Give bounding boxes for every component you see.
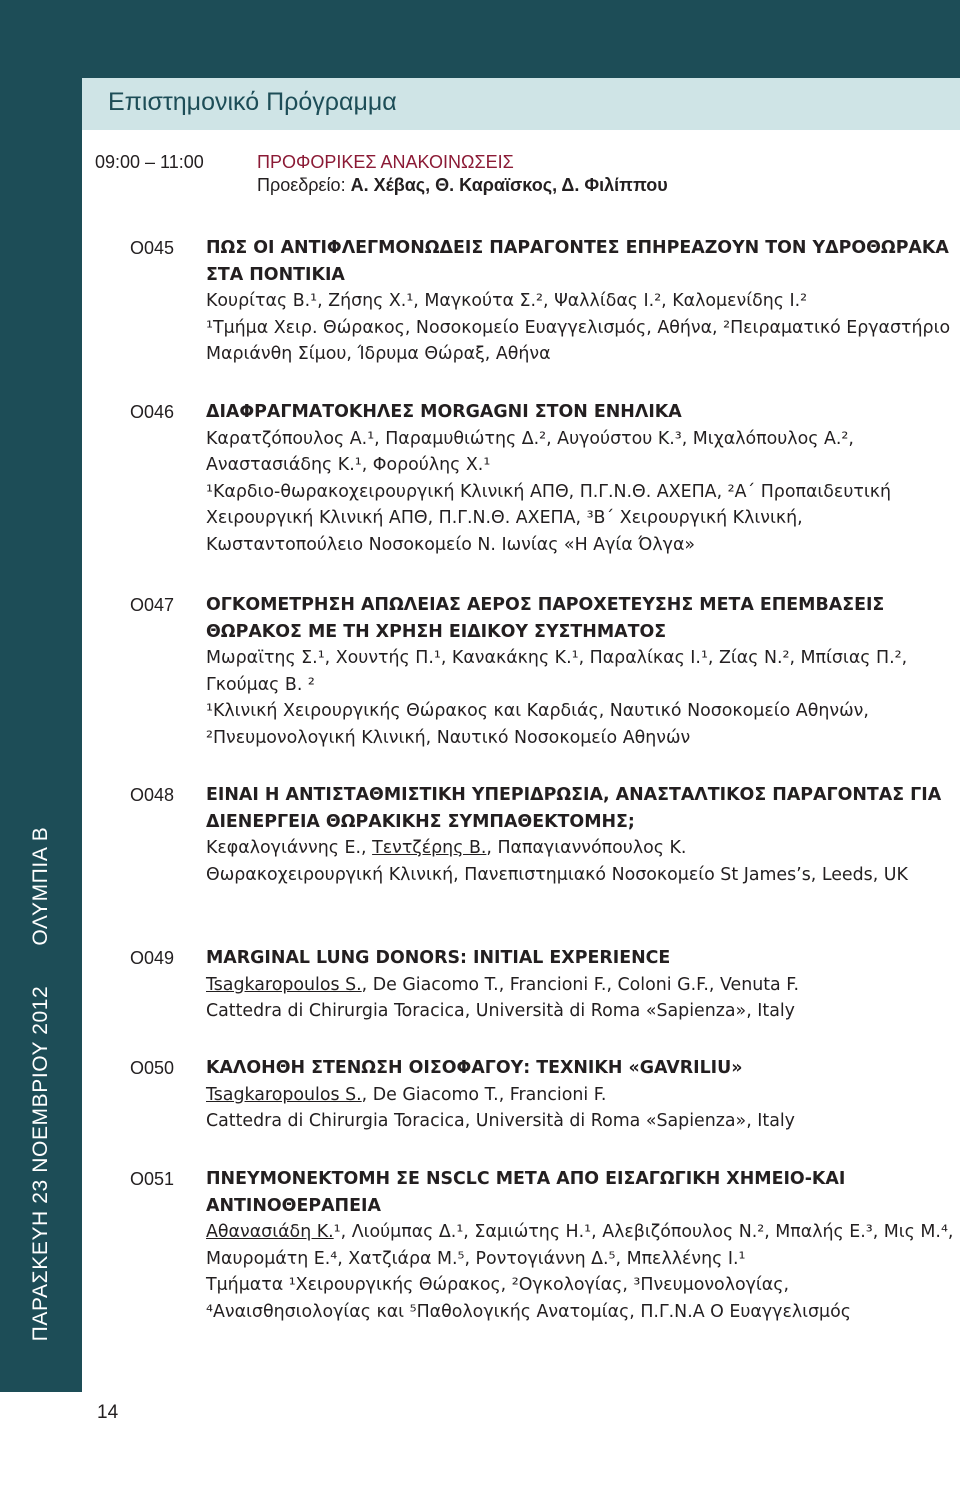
- abstract-item: [130, 592, 956, 751]
- abstract-authors: [206, 1219, 956, 1272]
- abstract-affiliation: Cattedra di Chirurgia Toracica, Università di Roma «Sapienza», Italy: [206, 1111, 795, 1131]
- abstract-code: Ο051: [130, 1169, 175, 1189]
- abstract-title: ΠΩΣ ΟΙ ΑΝΤΙΦΛΕΓΜΟΝΩΔΕΙΣ ΠΑΡΑΓΟΝΤΕΣ ΕΠΗΡΕΑΖΟΥΝ ΤΟΝ ΥΔΡΟΘΩΡΑΚΑ ΣΤΑ ΠΟΝΤΙΚΙΑ: [206, 238, 949, 285]
- abstract-item: [130, 1055, 956, 1135]
- top-bar: [0, 0, 960, 78]
- sidebar-vertical-label: [21, 754, 61, 1374]
- page-number: 14: [97, 1402, 119, 1423]
- session-header: [95, 150, 514, 175]
- abstract-item: [130, 945, 956, 1025]
- author-text: Κεφαλογιάννης Ε.,: [206, 838, 373, 858]
- abstract-title: MARGINAL LUNG DONORS: INITIAL EXPERIENCE: [206, 948, 671, 968]
- chairs-label: Προεδρείο:: [257, 175, 346, 195]
- abstract-authors: [206, 1082, 956, 1109]
- author-text: ¹, Λιούμπας Δ.¹, Σαμιώτης Η.¹, Αλεβιζόπουλος Ν.², Μπαλής Ε.³, Μις Μ.⁴, Μαυρομάτη Ε.⁴, Χατζιάρα Μ.⁵, Ροντογιάννη Δ.⁵, Μπελλένης Ι.¹: [206, 1222, 954, 1269]
- abstract-affiliation: ¹Κλινική Χειρουργικής Θώρακος και Καρδιάς, Ναυτικό Νοσοκομείο Αθηνών, ²Πνευμονολογική Κλινική, Ναυτικό Νοσοκομείο Αθηνών: [206, 701, 869, 748]
- presenting-author: Tsagkaropoulos S.: [206, 1084, 362, 1105]
- abstract-title: ΔΙΑΦΡΑΓΜΑΤΟΚΗΛΕΣ MORGAGNI ΣΤΟΝ ΕΝΗΛΙΚΑ: [206, 402, 682, 422]
- abstract-title: ΚΑΛΟΗΘΗ ΣΤΕΝΩΣΗ ΟΙΣΟΦΑΓΟΥ: ΤΕΧΝΙΚΗ «GAVRILIU»: [206, 1058, 743, 1078]
- abstract-title: ΠΝΕΥΜΟΝΕΚΤΟΜΗ ΣΕ NSCLC ΜΕΤΑ ΑΠΟ ΕΙΣΑΓΩΓΙΚΗ ΧΗΜΕΙΟ-ΚΑΙ ΑΝΤΙΝΟΘΕΡΑΠΕΙΑ: [206, 1169, 846, 1216]
- abstract-item: [130, 1166, 956, 1325]
- abstract-code: Ο049: [130, 948, 175, 968]
- page-title: Επιστημονικό Πρόγραμμα: [108, 88, 397, 116]
- abstract-affiliation: ¹Καρδιο-θωρακοχειρουργική Κλινική ΑΠΘ, Π.Γ.Ν.Θ. ΑΧΕΠΑ, ²Α΄ Προπαιδευτική Χειρουργική Κλινική ΑΠΘ, Π.Γ.Ν.Θ. ΑΧΕΠΑ, ³Β΄ Χειρουργική Κλινική, Κωσταντοπούλειο Νοσοκομείο Ν. Ιωνίας «Η Αγία Όλγα»: [206, 481, 892, 555]
- abstract-title: ΟΓΚΟΜΕΤΡΗΣΗ ΑΠΩΛΕΙΑΣ ΑΕΡΟΣ ΠΑΡΟΧΕΤΕΥΣΗΣ ΜΕΤΑ ΕΠΕΜΒΑΣΕΙΣ ΘΩΡΑΚΟΣ ΜΕ ΤΗ ΧΡΗΣΗ ΕΙΔΙΚΟΥ ΣΥΣΤΗΜΑΤΟΣ: [206, 595, 885, 642]
- abstract-affiliation: ¹Τμήμα Χειρ. Θώρακος, Νοσοκομείο Ευαγγελισμός, Αθήνα, ²Πειραματικό Εργαστήριο Μαριάνθη Σίμου, Ίδρυμα Θώραξ, Αθήνα: [206, 317, 951, 364]
- abstract-title: ΕΙΝΑΙ Η ΑΝΤΙΣΤΑΘΜΙΣΤΙΚΗ ΥΠΕΡΙΔΡΩΣΙΑ, ΑΝΑΣΤΑΛΤΙΚΟΣ ΠΑΡΑΓΟΝΤΑΣ ΓΙΑ ΔΙΕΝΕΡΓΕΙΑ ΘΩΡΑΚΙΚΗΣ ΣΥΜΠΑΘΕΚΤΟΜΗΣ;: [206, 785, 942, 832]
- abstract-authors: [206, 972, 956, 999]
- abstract-affiliation: Τμήματα ¹Χειρουργικής Θώρακος, ²Ογκολογίας, ³Πνευμονολογίας, ⁴Αναισθησιολογίας και ⁵Παθολογικής Ανατομίας, Π.Γ.Ν.Α Ο Ευαγγελισμός: [206, 1275, 851, 1322]
- abstract-code: Ο047: [130, 595, 175, 615]
- abstract-code: Ο048: [130, 785, 175, 805]
- sidebar-edge: [82, 0, 90, 78]
- abstract-code: Ο046: [130, 402, 175, 422]
- session-chairs: [257, 175, 668, 196]
- presenting-author: Αθανασιάδη Κ.: [206, 1222, 334, 1242]
- session-title: ΠΡΟΦΟΡΙΚΕΣ ΑΝΑΚΟΙΝΩΣΕΙΣ: [257, 152, 514, 172]
- abstract-authors: Κουρίτας Β.¹, Ζήσης Χ.¹, Μαγκούτα Σ.², Ψαλλίδας Ι.², Καλομενίδης Ι.²: [206, 291, 808, 311]
- presenting-author: Tsagkaropoulos S.: [206, 974, 362, 995]
- author-text: , Παπαγιαννόπουλος Κ.: [486, 838, 687, 858]
- sidebar-hall: ΟΛΥΜΠΙΑ Β: [29, 826, 52, 946]
- abstract-code: Ο050: [130, 1058, 175, 1078]
- abstract-code: Ο045: [130, 238, 175, 258]
- abstract-affiliation: Cattedra di Chirurgia Toracica, Università di Roma «Sapienza», Italy: [206, 1001, 795, 1021]
- presenting-author: Τεντζέρης Β.: [372, 838, 487, 858]
- abstract-item: [130, 399, 956, 558]
- abstract-affiliation: Θωρακοχειρουργική Κλινική, Πανεπιστημιακό Νοσοκομείο St James’s, Leeds, UK: [206, 864, 908, 885]
- sidebar-date: ΠΑΡΑΣΚΕΥΗ 23 ΝΟΕΜΒΡΙΟΥ 2012: [29, 985, 52, 1342]
- abstract-authors: Καρατζόπουλος Α.¹, Παραμυθιώτης Δ.², Αυγούστου Κ.³, Μιχαλόπουλος Α.², Αναστασιάδης Κ.¹, Φορούλης Χ.¹: [206, 428, 854, 475]
- abstract-item: [130, 235, 956, 368]
- chairs-names: Α. Χέβας, Θ. Καραϊσκος, Δ. Φιλίππου: [350, 175, 668, 195]
- abstract-authors: Μωραϊτης Σ.¹, Χουντής Π.¹, Κανακάκης Κ.¹, Παραλίκας Ι.¹, Ζίας Ν.², Μπίσιας Π.², Γκούμας Β. ²: [206, 648, 908, 695]
- abstract-item: [130, 782, 956, 888]
- author-text: , De Giacomo T., Francioni F.: [361, 1084, 607, 1105]
- session-time: 09:00 – 11:00: [95, 152, 204, 172]
- abstract-authors: [206, 835, 956, 862]
- author-text: , De Giacomo T., Francioni F., Coloni G.F., Venuta F.: [361, 974, 799, 995]
